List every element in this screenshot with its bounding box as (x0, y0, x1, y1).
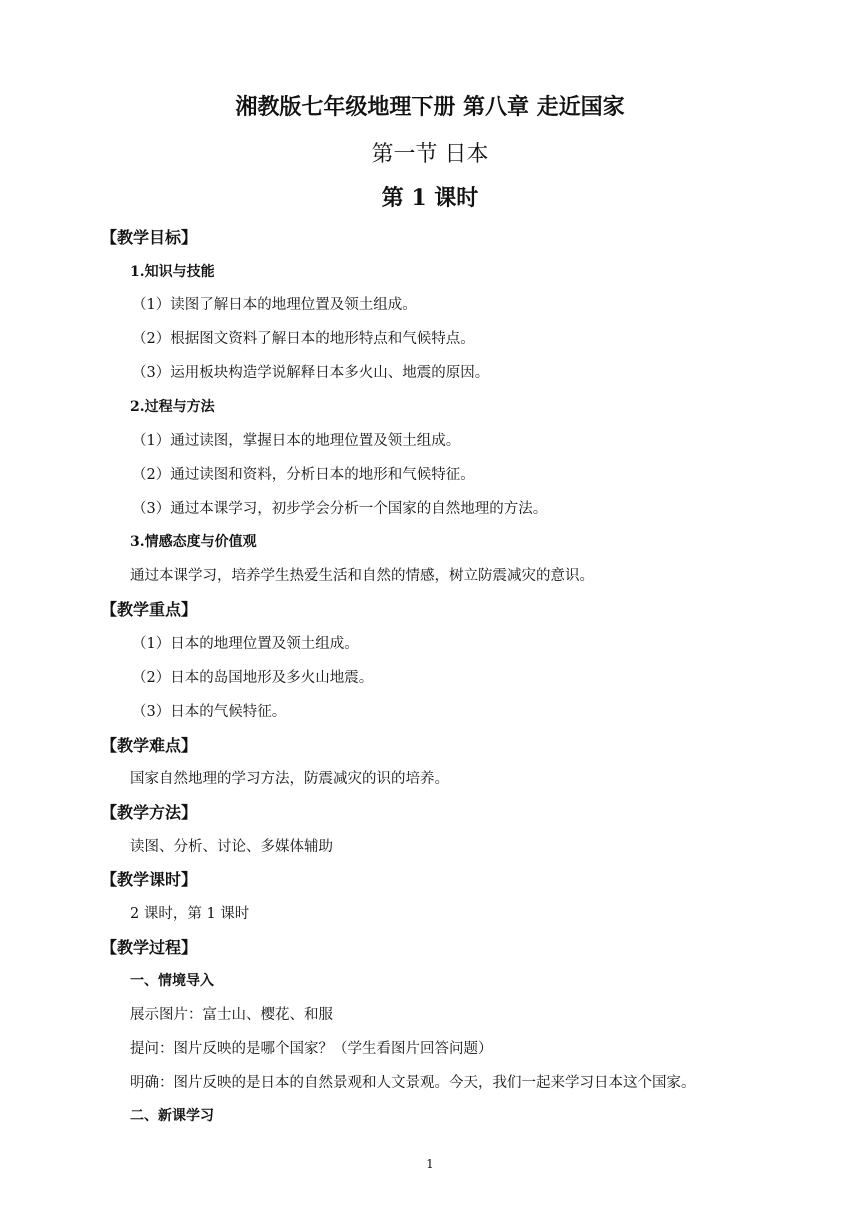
list-item: （2）根据图文资料了解日本的地形特点和气候特点。 (132, 331, 475, 347)
paragraph: 明确：图片反映的是日本的自然景观和人文景观。今天，我们一起来学习日本这个国家。 (130, 1075, 696, 1091)
page-number: 1 (426, 1157, 434, 1171)
section-title: 第一节 日本 (371, 142, 489, 167)
paragraph: 提问：图片反映的是哪个国家？（学生看图片回答问题） (130, 1041, 493, 1057)
process-method-heading: 2.过程与方法 (130, 399, 215, 415)
list-item: （3）通过本课学习，初步学会分析一个国家的自然地理的方法。 (132, 501, 548, 517)
process-heading: 【教学过程】 (101, 938, 198, 957)
list-item: （2）日本的岛国地形及多火山地震。 (132, 670, 374, 686)
list-item: （3）日本的气候特征。 (132, 704, 287, 720)
list-item: （1）通过读图，掌握日本的地理位置及领土组成。 (132, 433, 461, 449)
emotion-heading: 3.情感态度与价值观 (130, 534, 257, 550)
new-lesson-heading: 二、新课学习 (130, 1108, 214, 1124)
objectives-heading: 【教学目标】 (101, 228, 198, 247)
intro-heading: 一、情境导入 (130, 973, 214, 989)
methods-heading: 【教学方法】 (101, 803, 198, 822)
hours-text: 2 课时，第 1 课时 (130, 906, 250, 922)
document-title: 湘教版七年级地理下册 第八章 走近国家 (235, 94, 625, 120)
difficulties-text: 国家自然地理的学习方法，防震减灾的识的培养。 (130, 771, 449, 787)
list-item: （1）日本的地理位置及领土组成。 (132, 636, 359, 652)
methods-text: 读图、分析、讨论、多媒体辅助 (130, 839, 333, 855)
knowledge-heading: 1.知识与技能 (130, 264, 215, 280)
list-item: （1）读图了解日本的地理位置及领土组成。 (132, 297, 417, 313)
list-item: （3）运用板块构造学说解释日本多火山、地震的原因。 (132, 365, 490, 381)
hours-heading: 【教学课时】 (101, 870, 198, 889)
paragraph: 展示图片：富士山、樱花、和服 (130, 1007, 333, 1023)
list-item: （2）通过读图和资料，分析日本的地形和气候特征。 (132, 467, 475, 483)
difficulties-heading: 【教学难点】 (101, 736, 198, 755)
lesson-title: 第 1 课时 (381, 185, 479, 211)
key-points-heading: 【教学重点】 (101, 600, 198, 619)
emotion-text: 通过本课学习，培养学生热爱生活和自然的情感，树立防震减灾的意识。 (130, 568, 594, 584)
